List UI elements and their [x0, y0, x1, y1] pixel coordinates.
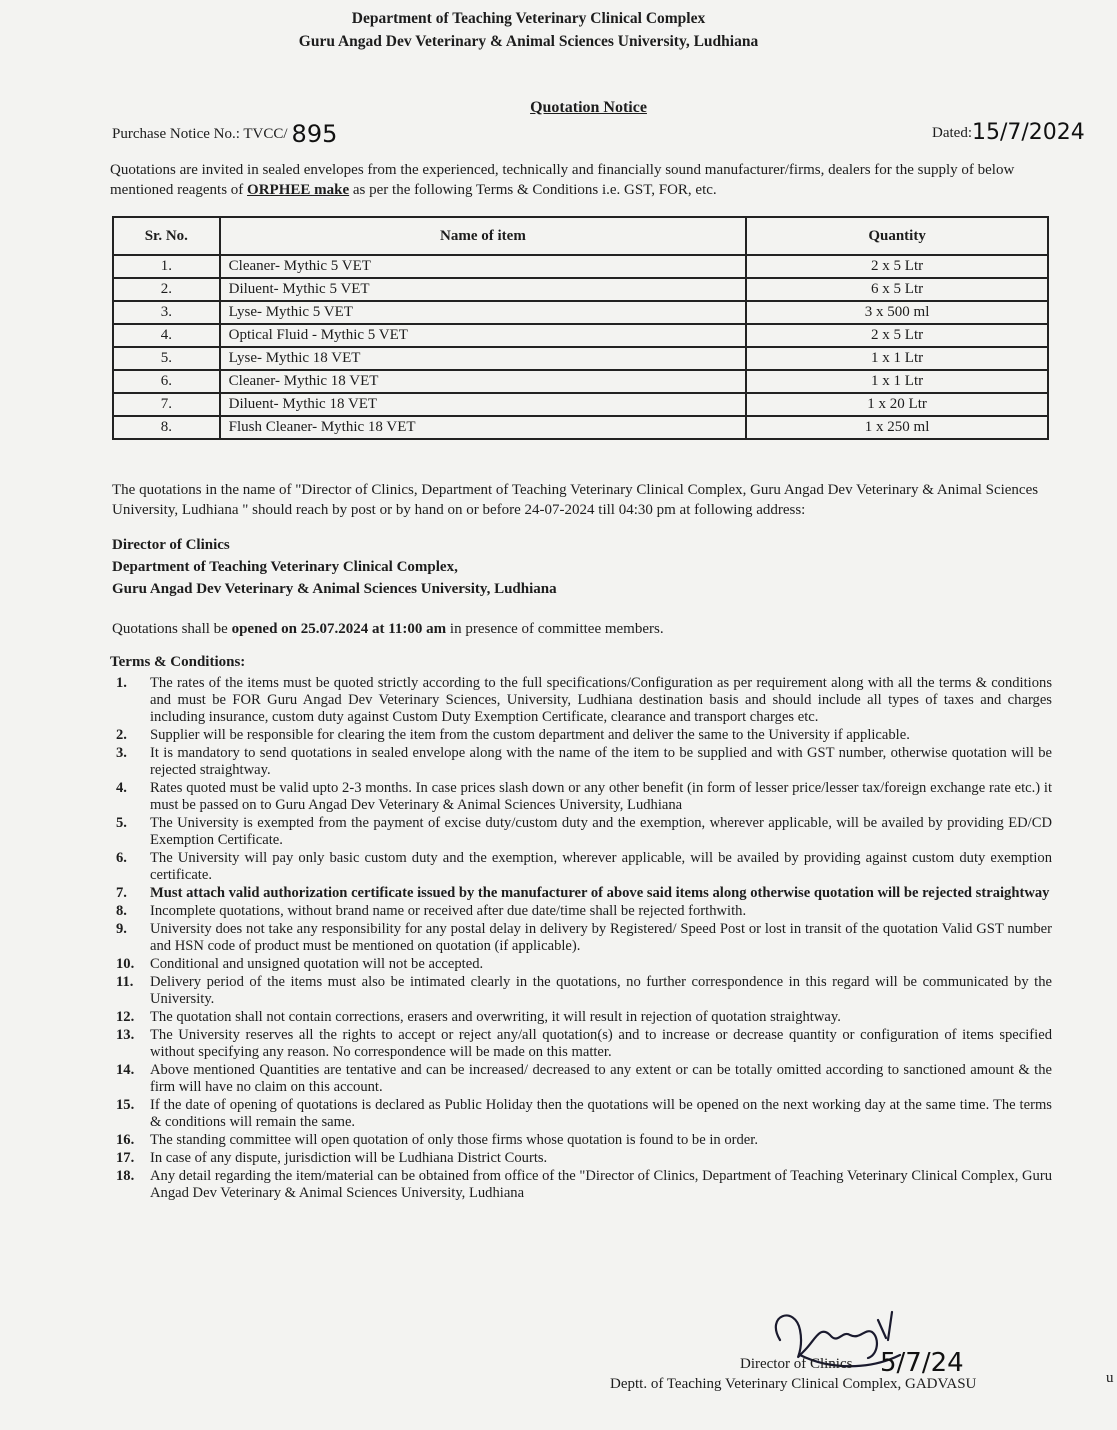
list-item — [112, 1132, 1052, 1149]
term-text: It is mandatory to send quotations in sealed envelope along with the name of the item to be supplied and with GST number, otherwise quotation will be rejected straightway. — [150, 745, 1052, 778]
cell-sr: 3. — [113, 301, 220, 324]
table-row — [113, 301, 1048, 324]
list-item — [112, 850, 1052, 884]
list-item — [112, 1168, 1052, 1202]
address-line: Guru Angad Dev Veterinary & Animal Sciences University, Ludhiana — [112, 581, 557, 597]
table-row — [113, 416, 1048, 439]
list-item — [112, 1062, 1052, 1096]
term-number: 3. — [116, 745, 127, 761]
term-number: 10. — [116, 956, 135, 972]
term-text: The standing committee will open quotation of only those firms whose quotation is found to be in order. — [150, 1132, 758, 1148]
cell-sr: 7. — [113, 393, 220, 416]
cell-quantity: 3 x 500 ml — [746, 301, 1048, 324]
term-number: 17. — [116, 1150, 135, 1166]
dated — [932, 118, 1085, 143]
term-number: 2. — [116, 727, 127, 743]
items-table — [112, 216, 1049, 440]
list-item — [112, 1150, 1052, 1167]
cell-sr: 2. — [113, 278, 220, 301]
cell-quantity: 2 x 5 Ltr — [746, 324, 1048, 347]
intro-text: Quotations are invited in sealed envelopes from the experienced, technically and financially sound manufacturer/firms, dealers for the supply of below mentioned reagents of — [110, 162, 1015, 198]
header-department: Department of Teaching Veterinary Clinical Complex — [351, 10, 706, 27]
cell-quantity: 1 x 20 Ltr — [746, 393, 1048, 416]
opening-date-time: opened on 25.07.2024 at 11:00 am — [231, 621, 447, 637]
term-text: If the date of opening of quotations is declared as Public Holiday then the quotations will be opened on the next working day at the same time. The terms & conditions will remain the same. — [150, 1097, 1052, 1130]
table-row — [113, 324, 1048, 347]
list-item — [112, 675, 1052, 726]
cell-item: Flush Cleaner- Mythic 18 VET — [220, 416, 747, 439]
term-text: Above mentioned Quantities are tentative and can be increased/ decreased to any extent or can be totally omitted according to sanctioned amount & the firm will have no claim on this account. — [150, 1062, 1052, 1095]
term-number: 18. — [116, 1168, 135, 1184]
table-row — [113, 370, 1048, 393]
cell-quantity: 1 x 250 ml — [746, 416, 1048, 439]
term-number: 16. — [116, 1132, 135, 1148]
list-item — [112, 921, 1052, 955]
edge-fragment: u — [1106, 1370, 1114, 1386]
list-item — [112, 903, 1052, 920]
term-number: 8. — [116, 903, 127, 919]
opening-text-end: in presence of committee members. — [446, 621, 664, 637]
cell-sr: 1. — [113, 255, 220, 278]
header-sr-no: Sr. No. — [113, 217, 220, 255]
term-text: University does not take any responsibility for any postal delay in delivery by Registered/ Speed Post or lost in transit of the quotation Valid GST number and HSN code of product must be mentioned on quotation (if applicable). — [150, 921, 1052, 954]
cell-item: Cleaner- Mythic 5 VET — [220, 255, 747, 278]
purchase-notice-label: Purchase Notice No.: TVCC/ — [112, 126, 288, 142]
cell-quantity: 1 x 1 Ltr — [746, 347, 1048, 370]
term-text: The University will pay only basic custom duty and the exemption, wherever applicable, will be availed by providing against custom duty exemption certificate. — [150, 850, 1052, 883]
list-item — [112, 956, 1052, 973]
cell-sr: 4. — [113, 324, 220, 347]
signatory-role: Director of Clinics — [740, 1356, 853, 1372]
term-text: Rates quoted must be valid upto 2-3 months. In case prices slash down or any other benefit (in form of lesser price/lesser tax/foreign exchange rate etc.) it must be passed on to Guru Angad Dev Veterinary & Animal Sciences University, Ludhiana — [150, 780, 1052, 813]
cell-item: Lyse- Mythic 18 VET — [220, 347, 747, 370]
term-number: 6. — [116, 850, 127, 866]
cell-sr: 8. — [113, 416, 220, 439]
list-item — [112, 815, 1052, 849]
list-item — [112, 1027, 1052, 1061]
term-number: 9. — [116, 921, 127, 937]
list-item — [112, 974, 1052, 1008]
term-text: Incomplete quotations, without brand name or received after due date/time shall be rejected forthwith. — [150, 903, 747, 919]
dated-handwritten-value: 15/7/2024 — [971, 120, 1085, 145]
table-row — [113, 393, 1048, 416]
term-number: 1. — [116, 675, 127, 691]
cell-item: Lyse- Mythic 5 VET — [220, 301, 747, 324]
submission-paragraph: The quotations in the name of "Director of Clinics, Department of Teaching Veterinary Clinical Complex, Guru Angad Dev Veterinary & Animal Sciences University, Ludhiana " should reach by post or by hand on or before 24-07-2024 till 04:30 pm at following address: — [112, 482, 1039, 518]
purchase-notice-handwritten-number: 895 — [291, 120, 338, 148]
term-number: 11. — [116, 974, 134, 990]
term-text: In case of any dispute, jurisdiction will be Ludhiana District Courts. — [150, 1150, 548, 1166]
list-item — [112, 885, 1052, 902]
cell-quantity: 2 x 5 Ltr — [746, 255, 1048, 278]
term-number: 12. — [116, 1009, 135, 1025]
list-item — [112, 1097, 1052, 1131]
signatory-department: Deptt. of Teaching Veterinary Clinical Complex, GADVASU — [610, 1376, 977, 1392]
cell-quantity: 6 x 5 Ltr — [746, 278, 1048, 301]
terms-heading: Terms & Conditions: — [110, 654, 246, 670]
table-row — [113, 347, 1048, 370]
term-text: The University reserves all the rights to accept or reject any/all quotation(s) and to increase or decrease quantity or configuration of items specified without specifying any reason. No correspondence will be made on this matter. — [150, 1027, 1052, 1060]
address-block — [112, 534, 557, 600]
page-title: Quotation Notice — [530, 99, 647, 116]
address-line: Department of Teaching Veterinary Clinical Complex, — [112, 559, 458, 575]
term-text: Conditional and unsigned quotation will not be accepted. — [150, 956, 484, 972]
header-quantity: Quantity — [746, 217, 1048, 255]
term-number: 5. — [116, 815, 127, 831]
term-number: 4. — [116, 780, 127, 796]
list-item — [112, 1009, 1052, 1026]
cell-item: Cleaner- Mythic 18 VET — [220, 370, 747, 393]
intro-text-end: as per the following Terms & Conditions i.e. GST, FOR, etc. — [349, 182, 717, 198]
table-header-row — [113, 217, 1048, 255]
term-text: The rates of the items must be quoted strictly according to the full specifications/Configuration as per requirement along with all the terms & conditions and must be FOR Guru Angad Dev Veterinary Sciences, University, Ludhiana destination basis and should include all types of taxes and charges including insurance, custom duty against Custom Duty Exemption Certificate, clearance and transport charges etc. — [150, 675, 1052, 725]
opening-paragraph — [112, 619, 1062, 639]
dated-label: Dated: — [932, 125, 972, 141]
cell-item: Diluent- Mythic 5 VET — [220, 278, 747, 301]
purchase-notice-number — [112, 116, 338, 148]
term-text: Any detail regarding the item/material can be obtained from office of the "Director of Clinics, Department of Teaching Veterinary Clinical Complex, Guru Angad Dev Veterinary & Animal Sciences University, Ludhiana — [150, 1168, 1052, 1201]
cell-sr: 6. — [113, 370, 220, 393]
opening-text: Quotations shall be — [112, 621, 232, 637]
term-text: Must attach valid authorization certificate issued by the manufacturer of above said items along otherwise quotation will be rejected straightway — [150, 885, 1050, 901]
header-university: Guru Angad Dev Veterinary & Animal Sciences University, Ludhiana — [298, 33, 759, 50]
cell-quantity: 1 x 1 Ltr — [746, 370, 1048, 393]
address-line: Director of Clinics — [112, 537, 230, 553]
cell-item: Optical Fluid - Mythic 5 VET — [220, 324, 747, 347]
term-text: The quotation shall not contain corrections, erasers and overwriting, it will result in rejection of quotation straightway. — [150, 1009, 841, 1025]
cell-sr: 5. — [113, 347, 220, 370]
list-item — [112, 780, 1052, 814]
term-text: Delivery period of the items must also be intimated clearly in the quotations, no further correspondence in this regard will be communicated by the University. — [150, 974, 1052, 1007]
intro-paragraph — [110, 160, 1070, 200]
term-text: The University is exempted from the payment of excise duty/custom duty and the exemption, wherever applicable, will be availed by providing ED/CD Exemption Certificate. — [150, 815, 1052, 848]
term-text: Supplier will be responsible for clearing the item from the custom department and deliver the same to the University if applicable. — [150, 727, 910, 743]
terms-list — [112, 675, 1052, 1203]
intro-make: ORPHEE make — [247, 182, 350, 198]
term-number: 15. — [116, 1097, 135, 1113]
term-number: 13. — [116, 1027, 135, 1043]
cell-item: Diluent- Mythic 18 VET — [220, 393, 747, 416]
list-item — [112, 745, 1052, 779]
table-row — [113, 255, 1048, 278]
signature-handwritten-date: 5/7/24 — [880, 1348, 964, 1378]
list-item — [112, 727, 1052, 744]
term-number: 14. — [116, 1062, 135, 1078]
term-number: 7. — [116, 885, 127, 901]
header-item-name: Name of item — [220, 217, 747, 255]
table-row — [113, 278, 1048, 301]
